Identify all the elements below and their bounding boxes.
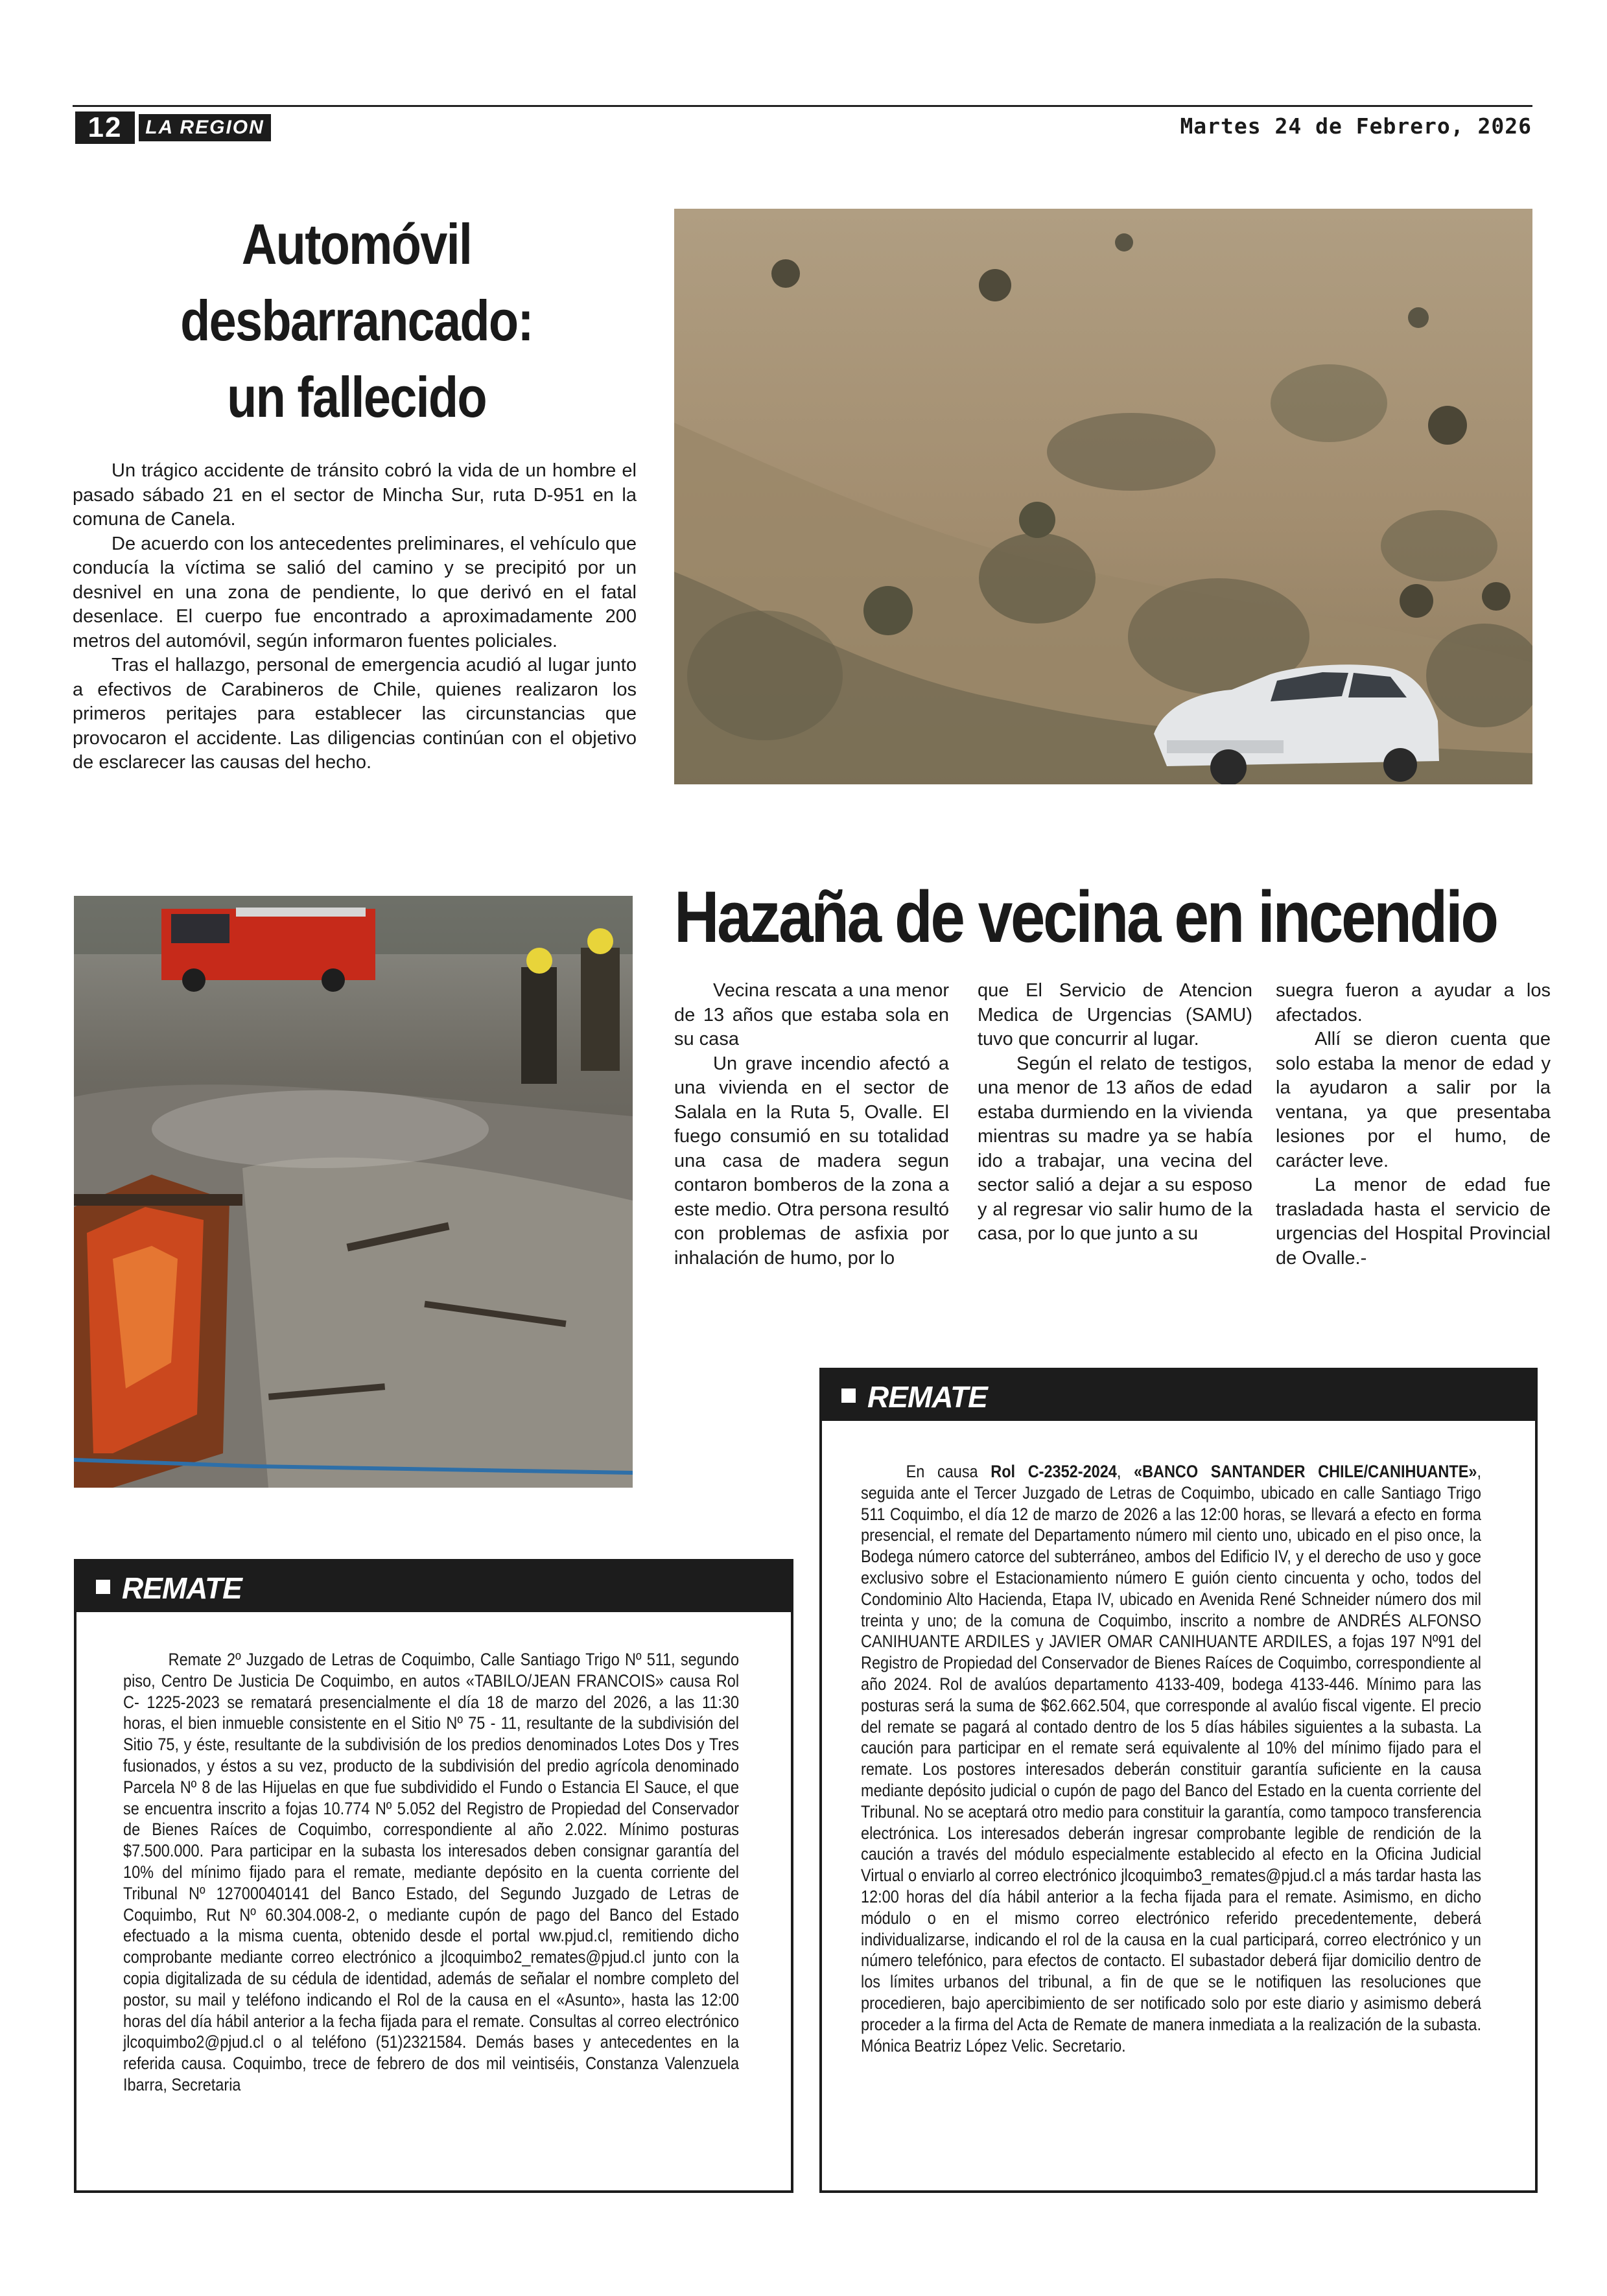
issue-date: Martes 24 de Febrero, 2026	[1180, 113, 1532, 139]
remate-header-bar	[822, 1370, 1535, 1421]
article-2-column-2	[978, 979, 1252, 1247]
remate-label: REMATE	[122, 1571, 242, 1605]
page-number: 12	[75, 111, 135, 144]
article-1-headline: Automóvil desbarrancado: un fallecido	[180, 212, 533, 429]
paragraph: suegra fueron a ayudar a los afectados.	[1276, 980, 1551, 1025]
article-2-column-3	[1276, 979, 1551, 1271]
square-bullet-icon	[96, 1580, 110, 1594]
remate-label: REMATE	[867, 1380, 987, 1414]
article-1-body	[73, 459, 637, 775]
paragraph: La menor de edad fue trasladada hasta el servicio de urgencias del Hospital Provincial de Ovalle.-	[1276, 1175, 1551, 1269]
remate-notice-right	[819, 1368, 1538, 2193]
remate-notice-left	[74, 1559, 793, 2193]
paragraph: que El Servicio de Atencion Medica de Urgencias (SAMU) tuvo que concurrir al lugar.	[978, 980, 1252, 1049]
masthead-logo: LA REGION	[139, 114, 271, 141]
paragraph: Tras el hallazgo, personal de emergencia acudió al lugar junto a efectivos de Carabineros de Chile, quienes realizaron los primeros peritajes para establecer las circunstancias que provocaron el accidente. Las diligencias continúan con el objetivo de esclarecer las causas del hecho.	[73, 655, 637, 773]
remate-header-bar	[76, 1562, 791, 1612]
square-bullet-icon	[841, 1388, 856, 1403]
article-2-headline: Hazaña de vecina en incendio	[674, 876, 1497, 957]
paragraph: Allí se dieron cuenta que solo estaba la menor de edad y la ayudaron a salir por la ventana, ya que presentaba lesiones por el humo, de carácter leve.	[1276, 1029, 1551, 1171]
case-rol: Rol C-2352-2024	[991, 1462, 1117, 1481]
remate-left-text: Remate 2º Juzgado de Letras de Coquimbo, Calle Santiago Trigo Nº 511, segundo piso, Centro De Justicia De Coquimbo, en autos «TABILO/JEAN FRANCOIS» causa Rol C- 1225-2023 se rematará presencialmente el día 18 de marzo del 2026, a las 11:30 horas, el bien inmueble consistente en el Sitio Nº 75 - 11, resultante de la subdivisión del Sitio 75, y éste, resultante de la subdivisión de los predios denominados Lotes Dos y Tres fusionados, y éstos a su vez, producto de la subdivisión del predio agrícola denominado Parcela Nº 8 de las Hijuelas en que fue subdividido el Fundo o Estancia El Sauce, el que se encuentra inscrito a fojas 10.774 Nº 5.052 del Registro de Propiedad del Conservador de Bienes Raíces de Coquimbo, correspondiente al año 2.022. Mínimo posturas $7.500.000. Para participar en la subasta los interesados deben consignar garantía del 10% del mínimo fijado para el remate, mediante depósito en la cuenta corriente del Tribunal Nº 12700040141 del Banco Estado, del Segundo Juzgado de Letras de Coquimbo, Rut Nº 60.304.008-2, o mediante cupón de pago del Banco del Estado efectuado a la misma cuenta, obtenido desde el portal ww.pjud.cl, remitiendo dicho comprobante mediante correo electrónico a jlcoquimbo2_remates@pjud.cl junto con la copia digitalizada de su cédula de identidad, además de señalar el nombre completo del postor, su mail y teléfono indicando el Rol de la causa en el «Asunto», hasta las 12:00 horas del día hábil anterior a la fecha fijada para el remate. Consultas al correo electrónico jlcoquimbo2@pjud.cl o al teléfono (51)2321584. Demás bases y antecedentes en la referida causa. Coquimbo, trece de febrero de dos mil veintiséis, Constanza Valenzuela Ibarra, Secretaria	[123, 1650, 740, 2094]
car-accident-photo	[674, 209, 1532, 784]
paragraph: De acuerdo con los antecedentes preliminares, el vehículo que conducía la víctima se salió del camino y se precipitó por un desnivel en una zona de pendiente, lo que derivó en el fatal desenlace. El cuerpo fue encontrado a aproximadamente 200 metros del automóvil, según informaron fuentes policiales.	[73, 533, 637, 651]
paragraph: Vecina rescata a una menor de 13 años que estaba sola en su casa	[674, 980, 949, 1049]
paragraph: Un grave incendio afectó a una vivienda en el sector de Salala en la Ruta 5, Ovalle. El fuego consumió en su totalidad una casa de madera segun contaron bomberos de la zona a este medio. Otra persona resultó con problemas de asfixia por inhalación de humo, por lo	[674, 1053, 949, 1269]
case-parties: «BANCO SANTANDER CHILE/CANIHUANTE»	[1133, 1462, 1477, 1481]
remate-right-text: En causa Rol C-2352-2024, «BANCO SANTANDER CHILE/CANIHUANTE», seguida ante el Tercer Juzgado de Letras de Coquimbo, ubicado en calle Santiago Trigo 511 Coquimbo, el día 12 de marzo de 2026 a las 12:00 horas, se llevará a efecto en forma presencial, el remate del Departamento número mil ciento uno, ubicado en el piso once, la Bodega número catorce del subterráneo, ambos del Edificio IV, y el derecho de uso y goce exclusivo sobre el Estacionamiento número E guión ciento cincuenta y ocho, todos del Condominio Alto Hacienda, Etapa IV, ubicado en Avenida René Schneider número dos mil treinta y uno; de la comuna de Coquimbo, inscrito a nombre de ANDRÉS ALFONSO CANIHUANTE ARDILES y JAVIER OMAR CANIHUANTE ARDILES, a fojas 197 Nº91 del Registro de Propiedad del Conservador de Bienes Raíces de Coquimbo, correspondiente al año 2024. Rol de avalúos departamento 4133-409, bodega 4133-446. Mínimo para las posturas será la suma de $62.662.504, que corresponde al avalúo fiscal vigente. El precio del remate se pagará al contado dentro de los 5 días hábiles siguientes a la subasta. La caución para participar en el remate será equivalente al 10% del mínimo fijado para el remate. Los postores interesados deberán constituir garantía suficiente en la causa mediante depósito judicial o cupón de pago del Banco del Estado en la cuenta corriente del Tribunal. No se aceptará otro medio para constituir la garantía, como tampoco transferencia electrónica. Los interesados deberán ingresar comprobante legible de rendición de la caución a través del módulo especialmente establecido al efecto en la Oficina Judicial Virtual o enviarlo al correo electrónico jlcoquimbo3_remates@pjud.cl a más tardar hasta las 12:00 horas del día hábil anterior a la fecha fijada para el remate. Asimismo, en dicho módulo o en el mismo correo electrónico referido precedentemente, deberá individualizarse, indicando el rol de la causa en la cual participará, correo electrónico y un número telefónico, para efectos de contacto. El subastador deberá fijar domicilio dentro de los límites urbanos del tribunal, a fin de que se le notifiquen las resoluciones que procedieren, bajo apercibimiento de ser notificado solo por este diario y asimismo deberá proceder a la firma del Acta de Remate de manera inmediata a la realización de la subasta. Mónica Beatriz López Velic. Secretario.	[861, 1462, 1481, 2056]
fire-aftermath-photo	[74, 896, 633, 1488]
header-rule	[73, 105, 1532, 107]
article-2-column-1	[674, 979, 949, 1271]
paragraph: Según el relato de testigos, una menor de 13 años de edad estaba durmiendo en la vivienda mientras su madre ya se había ido a trabajar, una vecina del sector salió a dejar a su esposo y al regresar vio salir humo de la casa, por lo que junto a su	[978, 1053, 1252, 1244]
paragraph: Un trágico accidente de tránsito cobró la vida de un hombre el pasado sábado 21 en el sector de Mincha Sur, ruta D-951 en la comuna de Canela.	[73, 460, 637, 530]
